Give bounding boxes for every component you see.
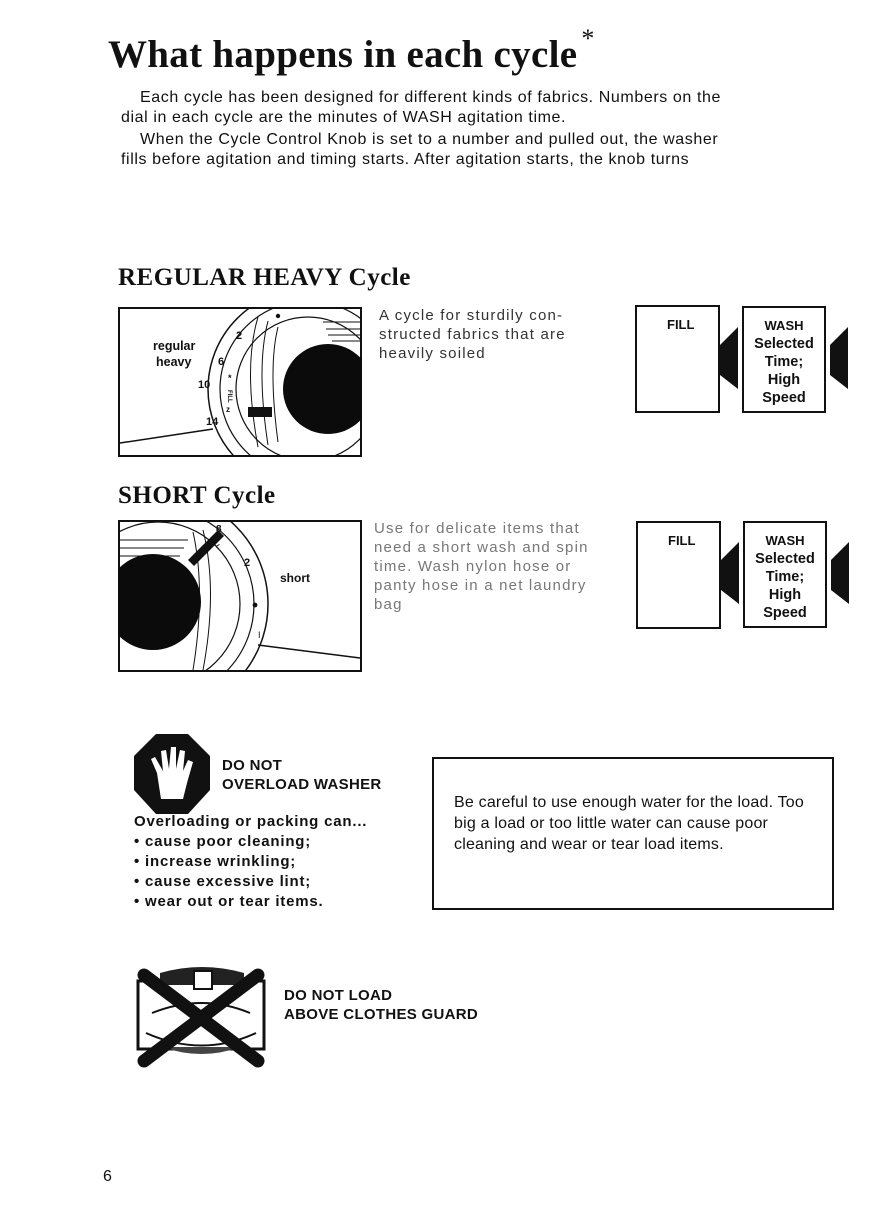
warning-item: • wear out or tear items. [134, 893, 324, 910]
wash-line-2: Selected [755, 551, 815, 567]
wash-line-3: Time; [765, 569, 805, 585]
dial-label-short: short [280, 571, 310, 585]
short-fill-box [636, 521, 721, 629]
wash-line-1: WASH [764, 318, 804, 333]
dial-number-2: 2 [236, 330, 243, 342]
dial-number-8: 8 [216, 524, 222, 535]
care-note-text: Be careful to use enough water for the load. Too big a load or too little water can cause poor cleaning and wear or tear load items. [454, 794, 804, 853]
short-dial-illustration [118, 520, 362, 672]
page-title [108, 24, 595, 77]
stop-hand-icon [133, 733, 211, 820]
short-description: Use for delicate items that need a short wash and spin time. Wash nylon hose or panty hose in a net laundry bag [374, 520, 589, 613]
dial-number-2: 2 [244, 557, 251, 569]
dial-number-14: 14 [206, 416, 219, 428]
dial-fill-mark: FILL [226, 390, 232, 403]
intro-line-3: When the Cycle Control Knob is set to a number and pulled out, the washer [140, 131, 719, 148]
regular-heavy-description: A cycle for sturdily con-structed fabrics that are heavily soiled [379, 307, 566, 362]
arrow-right-icon [828, 327, 850, 394]
regular-heavy-fill-box [635, 305, 720, 413]
care-note-box [432, 757, 834, 910]
wash-line-3: Time; [764, 354, 804, 370]
clothes-guard-crossed-icon [132, 963, 270, 1074]
dial-number-6: 6 [218, 356, 225, 368]
clothes-guard-warning [284, 986, 478, 1024]
page-title-text: What happens in each cycle [108, 33, 578, 76]
regular-heavy-heading: REGULAR HEAVY Cycle [118, 264, 411, 291]
arrow-right-icon [719, 542, 741, 609]
svg-text:*: * [228, 373, 232, 383]
short-wash-box [743, 521, 827, 628]
arrow-right-icon [829, 542, 851, 609]
warning-item: • increase wrinkling; [134, 853, 297, 870]
page-number: 6 [103, 1168, 112, 1185]
regular-heavy-wash-box [742, 306, 826, 413]
wash-line-2: Selected [754, 336, 814, 352]
wash-line-4: High [767, 372, 801, 388]
fill-label: FILL [668, 533, 696, 548]
dial-label-heavy: heavy [156, 355, 192, 369]
dial-fill-mark: FILL [209, 536, 221, 550]
guard-line-1: DO NOT LOAD [284, 987, 393, 1004]
wash-line-1: WASH [765, 533, 805, 548]
guard-line-2: ABOVE CLOTHES GUARD [284, 1006, 479, 1023]
arrow-right-icon [718, 327, 740, 394]
intro-line-4: fills before agitation and timing starts. After agitation starts, the knob turns [121, 151, 690, 168]
title-footnote-mark: * [581, 24, 595, 53]
intro-line-1: Each cycle has been designed for different kinds of fabrics. Numbers on the [140, 89, 722, 106]
warning-lead: Overloading or packing can... [134, 813, 368, 830]
warning-title-line-2: OVERLOAD WASHER [222, 776, 382, 793]
dial-label-regular: regular [153, 339, 196, 353]
warning-item: • cause excessive lint; [134, 873, 312, 890]
wash-line-4: High [768, 587, 802, 603]
dial-number-10: 10 [198, 379, 211, 391]
wash-line-5: Speed [762, 390, 806, 406]
wash-line-5: Speed [763, 605, 807, 621]
intro-line-2: dial in each cycle are the minutes of WASH agitation time. [121, 109, 567, 126]
warning-title-line-1: DO NOT [222, 757, 283, 774]
regular-heavy-dial-illustration [118, 307, 362, 457]
short-heading: SHORT Cycle [118, 482, 276, 509]
svg-text:z: z [226, 405, 230, 414]
overload-warning-title [222, 756, 382, 794]
warning-item: • cause poor cleaning; [134, 833, 312, 850]
svg-text:I: I [258, 630, 261, 640]
regular-heavy-dial-label [153, 338, 195, 370]
overload-warning-list [134, 812, 367, 912]
fill-label: FILL [667, 317, 695, 332]
